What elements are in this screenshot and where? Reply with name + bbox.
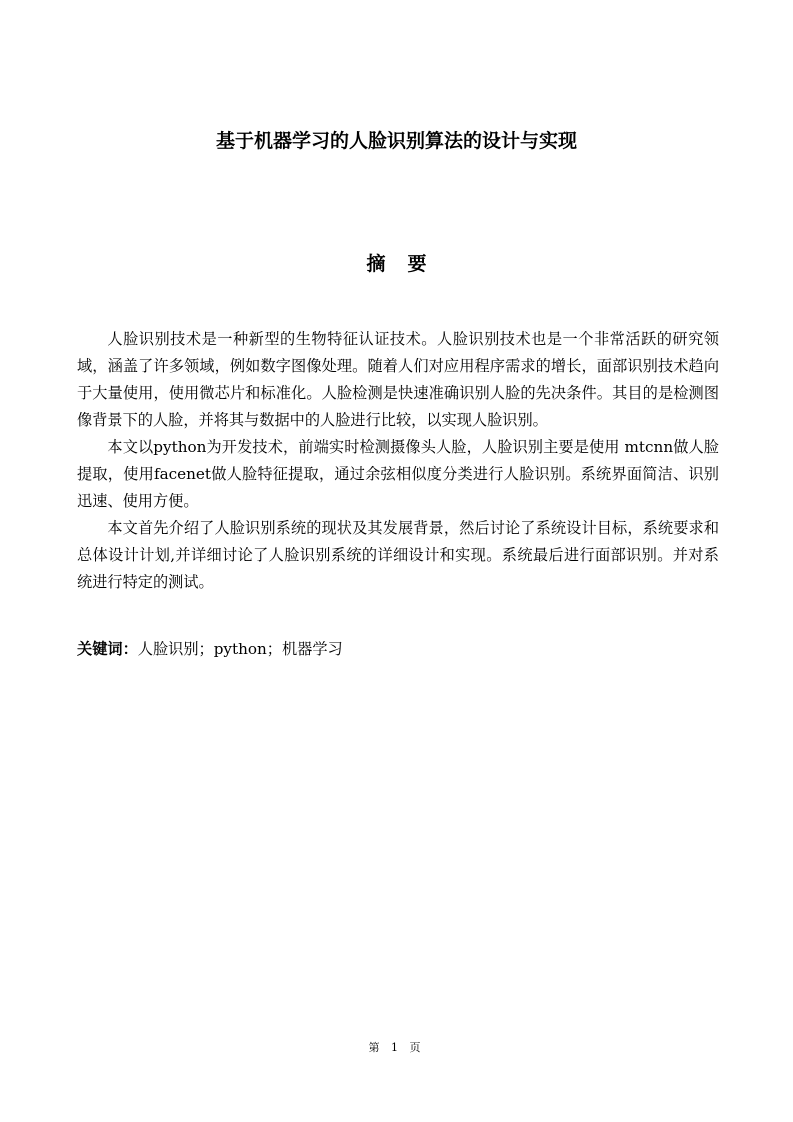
- abstract-heading: 摘要: [366, 253, 449, 275]
- document-title: 基于机器学习的人脸识别算法的设计与实现: [215, 130, 577, 152]
- abstract-body: [77, 326, 719, 596]
- abstract-paragraph-3: 本文首先介绍了人脸识别系统的现状及其发展背景，然后讨论了系统设计目标，系统要求和总体设计计划,并详细讨论了人脸识别系统的详细设计和实现。系统最后进行面部识别。并对系统进行特定的测试。: [77, 519, 719, 591]
- page-number: 第 1 页: [368, 1041, 425, 1054]
- abstract-paragraph-1: 人脸识别技术是一种新型的生物特征认证技术。人脸识别技术也是一个非常活跃的研究领域，涵盖了许多领域，例如数字图像处理。随着人们对应用程序需求的增长，面部识别技术趋向于大量使用，使用微芯片和标准化。人脸检测是快速准确识别人脸的先决条件。其目的是检测图像背景下的人脸，并将其与数据中的人脸进行比较，以实现人脸识别。: [77, 330, 719, 429]
- keywords-label: 关键词：: [77, 640, 138, 658]
- keywords-value: 人脸识别；python；机器学习: [137, 640, 343, 658]
- abstract-paragraph-2: 本文以python为开发技术，前端实时检测摄像头人脸，人脸识别主要是使用 mtcnn做人脸提取，使用facenet做人脸特征提取，通过余弦相似度分类进行人脸识别。系统界面简洁、识别迅速、使用方便。: [77, 438, 719, 510]
- keywords-line: [77, 637, 719, 661]
